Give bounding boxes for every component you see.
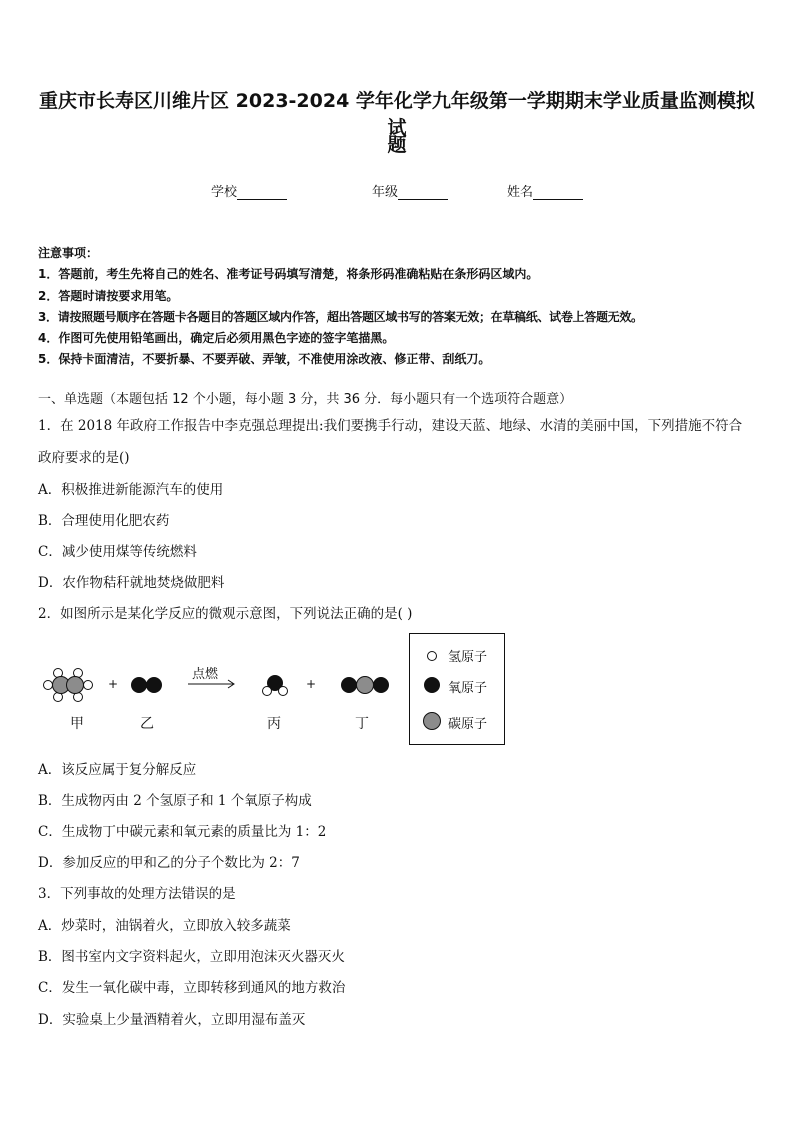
q2-option-a: A．该反应属于复分解反应 <box>38 762 197 778</box>
q2-stem: 2．如图所示是某化学反应的微观示意图，下列说法正确的是( ) <box>38 606 413 622</box>
note-item: 5．保持卡面清洁，不要折暴、不要弄破、弄皱，不准使用涂改液、修正带、刮纸刀。 <box>38 352 491 367</box>
q1-option-c: C．减少使用煤等传统燃料 <box>38 544 197 560</box>
grade-field <box>372 181 448 200</box>
hydrogen-atom-icon <box>428 652 437 661</box>
molecule-yi <box>131 677 162 693</box>
reaction-condition: 点燃 <box>192 667 219 682</box>
oxygen-atom-icon <box>424 677 440 693</box>
name-blank <box>533 186 583 200</box>
grade-blank <box>398 186 448 200</box>
school-label: 学校 <box>211 185 238 200</box>
q2-option-c: C．生成物丁中碳元素和氧元素的质量比为 1：2 <box>38 824 327 840</box>
q1-stem: 1．在 2018 年政府工作报告中李克强总理提出:我们要携手行动，建设天蓝、地绿、水清的美丽中国，下列措施不符合 <box>38 418 743 434</box>
q1-option-d: D．农作物秸秆就地焚烧做肥料 <box>38 575 225 591</box>
plus-sign: + <box>306 677 317 691</box>
note-item: 1．答题前，考生先将自己的姓名、准考证号码填写清楚，将条形码准确粘贴在条形码区域内。 <box>38 267 539 282</box>
note-item: 2．答题时请按要求用笔。 <box>38 288 179 303</box>
q3-stem: 3．下列事故的处理方法错误的是 <box>38 886 236 902</box>
q2-option-b: B．生成物丙由 2 个氢原子和 1 个氧原子构成 <box>38 793 312 809</box>
note-item: 3．请按照题号顺序在答题卡各题目的答题区域内作答，超出答题区域书写的答案无效；在草稿纸、试卷上答题无效。 <box>38 309 643 324</box>
q3-option-d: D．实验桌上少量酒精着火，立即用湿布盖灭 <box>38 1012 306 1028</box>
label-jia: 甲 <box>70 716 84 732</box>
section-heading: 一、单选题（本题包括 12 个小题，每小题 3 分，共 36 分．每小题只有一个选项符合题意） <box>38 392 573 407</box>
carbon-atom-icon <box>424 713 441 730</box>
label-yi: 乙 <box>140 716 154 732</box>
legend-oxygen: 氧原子 <box>448 681 488 696</box>
atom-legend <box>409 633 505 745</box>
q3-option-b: B．图书室内文字资料起火，立即用泡沫灭火器灭火 <box>38 949 345 965</box>
school-blank <box>237 186 287 200</box>
q3-option-c: C．发生一氧化碳中毒，立即转移到通风的地方救治 <box>38 980 346 996</box>
grade-label: 年级 <box>372 185 399 200</box>
page-title-continued: 题 <box>387 134 407 156</box>
q2-option-d: D．参加反应的甲和乙的分子个数比为 2：7 <box>38 855 300 871</box>
name-label: 姓名 <box>507 185 534 200</box>
q1-option-b: B．合理使用化肥农药 <box>38 513 170 529</box>
legend-symbols <box>418 644 446 739</box>
note-item: 4．作图可先使用铅笔画出，确定后必须用黑色字迹的签字笔描黑。 <box>38 331 395 346</box>
notes-heading: 注意事项： <box>38 246 99 260</box>
q1-option-a: A．积极推进新能源汽车的使用 <box>38 482 224 498</box>
plus-sign: + <box>108 677 119 691</box>
page-title: 重庆市长寿区川维片区 2023-2024 学年化学九年级第一学期期末学业质量监测模拟试 <box>39 90 755 139</box>
legend-hydrogen: 氢原子 <box>448 650 488 665</box>
legend-carbon: 碳原子 <box>448 717 488 732</box>
molecule-ding <box>341 677 389 694</box>
q3-option-a: A．炒菜时，油锅着火，立即放入较多蔬菜 <box>38 918 291 934</box>
label-bing: 丙 <box>267 716 281 732</box>
label-ding: 丁 <box>355 716 369 732</box>
q1-stem-continued: 政府要求的是() <box>38 450 130 466</box>
molecule-jia <box>44 669 93 702</box>
name-field <box>507 181 583 200</box>
molecule-bing <box>263 675 288 696</box>
school-field <box>211 181 287 200</box>
notes-section <box>38 243 762 371</box>
